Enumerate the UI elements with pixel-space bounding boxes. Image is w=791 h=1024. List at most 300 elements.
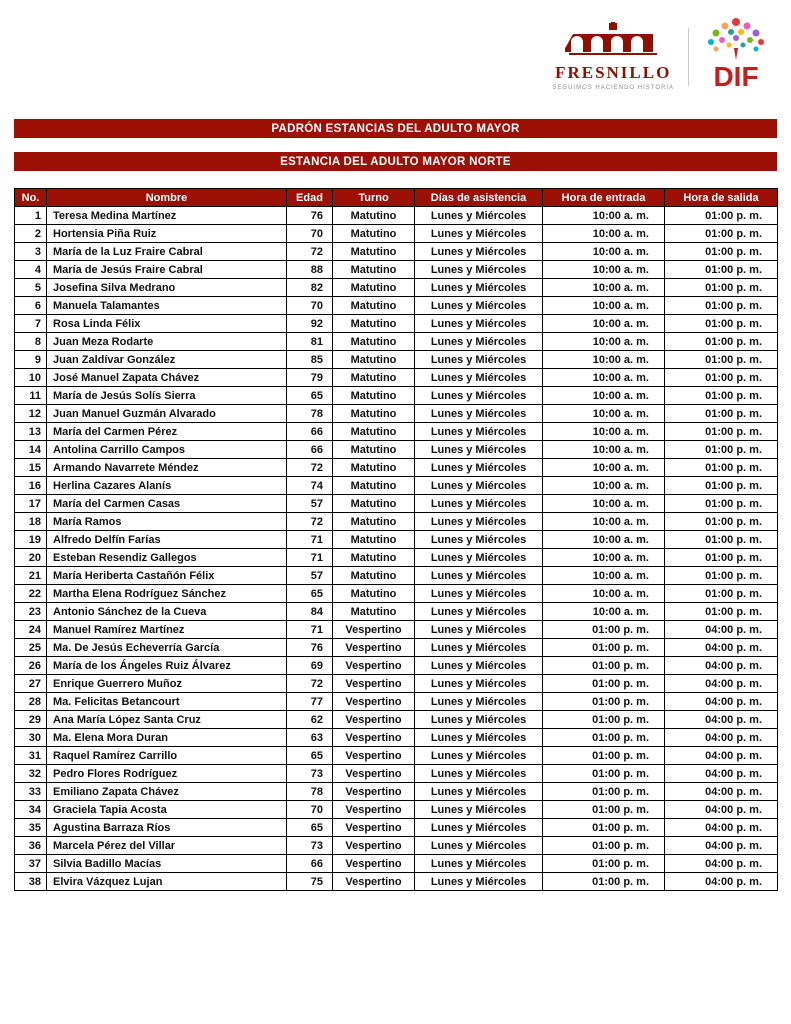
cell-salida: 04:00 p. m. [665, 639, 778, 657]
cell-entrada: 10:00 a. m. [543, 207, 665, 225]
cell-entrada: 01:00 p. m. [543, 819, 665, 837]
cell-turno: Vespertino [333, 837, 415, 855]
cell-nombre: María de la Luz Fraire Cabral [47, 243, 287, 261]
cell-entrada: 01:00 p. m. [543, 621, 665, 639]
table-row [15, 495, 778, 513]
cell-dias: Lunes y Miércoles [415, 729, 543, 747]
cell-edad: 77 [287, 693, 333, 711]
cell-dias: Lunes y Miércoles [415, 837, 543, 855]
cell-salida: 01:00 p. m. [665, 477, 778, 495]
cell-edad: 72 [287, 243, 333, 261]
fresnillo-emblem-icon [565, 22, 661, 61]
cell-turno: Matutino [333, 333, 415, 351]
cell-no: 6 [15, 297, 47, 315]
cell-no: 9 [15, 351, 47, 369]
cell-salida: 04:00 p. m. [665, 765, 778, 783]
cell-turno: Vespertino [333, 729, 415, 747]
cell-salida: 04:00 p. m. [665, 747, 778, 765]
cell-nombre: Pedro Flores Rodríguez [47, 765, 287, 783]
table-row [15, 639, 778, 657]
cell-salida: 01:00 p. m. [665, 243, 778, 261]
table-header-row [15, 189, 778, 207]
cell-turno: Matutino [333, 351, 415, 369]
cell-entrada: 01:00 p. m. [543, 675, 665, 693]
cell-nombre: Enrique Guerrero Muñoz [47, 675, 287, 693]
cell-dias: Lunes y Miércoles [415, 783, 543, 801]
table-row [15, 585, 778, 603]
cell-edad: 70 [287, 225, 333, 243]
cell-dias: Lunes y Miércoles [415, 747, 543, 765]
table-body [15, 207, 778, 891]
table-row [15, 657, 778, 675]
table-row [15, 297, 778, 315]
cell-edad: 57 [287, 495, 333, 513]
cell-entrada: 10:00 a. m. [543, 477, 665, 495]
cell-salida: 01:00 p. m. [665, 315, 778, 333]
cell-dias: Lunes y Miércoles [415, 441, 543, 459]
cell-edad: 78 [287, 783, 333, 801]
table-row [15, 567, 778, 585]
cell-nombre: Agustina Barraza Ríos [47, 819, 287, 837]
cell-no: 29 [15, 711, 47, 729]
cell-edad: 65 [287, 747, 333, 765]
cell-turno: Matutino [333, 495, 415, 513]
cell-entrada: 01:00 p. m. [543, 639, 665, 657]
cell-salida: 04:00 p. m. [665, 675, 778, 693]
cell-nombre: Josefina Silva Medrano [47, 279, 287, 297]
cell-no: 7 [15, 315, 47, 333]
cell-dias: Lunes y Miércoles [415, 279, 543, 297]
cell-nombre: María Ramos [47, 513, 287, 531]
cell-nombre: Ana María López Santa Cruz [47, 711, 287, 729]
cell-turno: Matutino [333, 513, 415, 531]
cell-dias: Lunes y Miércoles [415, 495, 543, 513]
logo-divider [688, 28, 689, 86]
cell-entrada: 10:00 a. m. [543, 495, 665, 513]
cell-entrada: 10:00 a. m. [543, 315, 665, 333]
cell-no: 24 [15, 621, 47, 639]
cell-edad: 73 [287, 765, 333, 783]
cell-salida: 01:00 p. m. [665, 549, 778, 567]
cell-salida: 01:00 p. m. [665, 279, 778, 297]
cell-nombre: María del Carmen Casas [47, 495, 287, 513]
cell-no: 11 [15, 387, 47, 405]
cell-edad: 81 [287, 333, 333, 351]
svg-text:DIF: DIF [713, 61, 759, 92]
cell-turno: Vespertino [333, 639, 415, 657]
cell-salida: 04:00 p. m. [665, 855, 778, 873]
dif-tree-icon [703, 14, 769, 99]
cell-salida: 01:00 p. m. [665, 225, 778, 243]
cell-nombre: Marcela Pérez del Villar [47, 837, 287, 855]
cell-dias: Lunes y Miércoles [415, 351, 543, 369]
cell-dias: Lunes y Miércoles [415, 693, 543, 711]
cell-salida: 01:00 p. m. [665, 207, 778, 225]
cell-entrada: 01:00 p. m. [543, 711, 665, 729]
cell-nombre: Juan Manuel Guzmán Alvarado [47, 405, 287, 423]
cell-nombre: Antolina Carrillo Campos [47, 441, 287, 459]
cell-entrada: 10:00 a. m. [543, 369, 665, 387]
cell-turno: Vespertino [333, 801, 415, 819]
table-row [15, 441, 778, 459]
cell-edad: 65 [287, 819, 333, 837]
cell-entrada: 10:00 a. m. [543, 405, 665, 423]
cell-nombre: Elvira Vázquez Lujan [47, 873, 287, 891]
table-row [15, 783, 778, 801]
cell-entrada: 10:00 a. m. [543, 585, 665, 603]
cell-dias: Lunes y Miércoles [415, 801, 543, 819]
cell-no: 16 [15, 477, 47, 495]
table-row [15, 873, 778, 891]
cell-entrada: 10:00 a. m. [543, 279, 665, 297]
cell-edad: 75 [287, 873, 333, 891]
cell-salida: 04:00 p. m. [665, 711, 778, 729]
cell-dias: Lunes y Miércoles [415, 711, 543, 729]
cell-nombre: María Heriberta Castañón Félix [47, 567, 287, 585]
table-row [15, 675, 778, 693]
cell-dias: Lunes y Miércoles [415, 207, 543, 225]
table-row [15, 387, 778, 405]
cell-no: 26 [15, 657, 47, 675]
table-row [15, 549, 778, 567]
cell-edad: 76 [287, 639, 333, 657]
cell-no: 15 [15, 459, 47, 477]
cell-entrada: 10:00 a. m. [543, 459, 665, 477]
cell-edad: 71 [287, 549, 333, 567]
dif-logo [703, 14, 769, 99]
cell-dias: Lunes y Miércoles [415, 315, 543, 333]
cell-entrada: 10:00 a. m. [543, 513, 665, 531]
cell-turno: Vespertino [333, 783, 415, 801]
cell-turno: Vespertino [333, 873, 415, 891]
cell-nombre: Silvia Badillo Macías [47, 855, 287, 873]
cell-entrada: 01:00 p. m. [543, 657, 665, 675]
cell-turno: Vespertino [333, 747, 415, 765]
cell-edad: 66 [287, 423, 333, 441]
table-row [15, 207, 778, 225]
cell-nombre: Ma. Felicitas Betancourt [47, 693, 287, 711]
table-row [15, 405, 778, 423]
table-row [15, 243, 778, 261]
table-row [15, 351, 778, 369]
cell-edad: 74 [287, 477, 333, 495]
cell-salida: 01:00 p. m. [665, 297, 778, 315]
table-row [15, 747, 778, 765]
header-no: No. [15, 189, 47, 207]
cell-edad: 72 [287, 513, 333, 531]
cell-dias: Lunes y Miércoles [415, 513, 543, 531]
cell-edad: 71 [287, 621, 333, 639]
cell-no: 22 [15, 585, 47, 603]
cell-no: 13 [15, 423, 47, 441]
header-logos [552, 14, 769, 99]
table-row [15, 531, 778, 549]
table-row [15, 837, 778, 855]
cell-salida: 01:00 p. m. [665, 333, 778, 351]
cell-turno: Matutino [333, 459, 415, 477]
cell-salida: 04:00 p. m. [665, 873, 778, 891]
cell-salida: 04:00 p. m. [665, 801, 778, 819]
cell-dias: Lunes y Miércoles [415, 855, 543, 873]
fresnillo-wordmark: FRESNILLO [555, 63, 672, 82]
cell-entrada: 10:00 a. m. [543, 567, 665, 585]
cell-turno: Matutino [333, 477, 415, 495]
cell-no: 12 [15, 405, 47, 423]
table-row [15, 261, 778, 279]
cell-salida: 01:00 p. m. [665, 423, 778, 441]
cell-no: 17 [15, 495, 47, 513]
cell-no: 21 [15, 567, 47, 585]
cell-turno: Vespertino [333, 621, 415, 639]
cell-dias: Lunes y Miércoles [415, 531, 543, 549]
table-row [15, 513, 778, 531]
table-row [15, 369, 778, 387]
cell-no: 3 [15, 243, 47, 261]
cell-edad: 76 [287, 207, 333, 225]
cell-nombre: Graciela Tapia Acosta [47, 801, 287, 819]
cell-salida: 01:00 p. m. [665, 513, 778, 531]
table-row [15, 477, 778, 495]
fresnillo-tagline: SEGUIMOS HACIENDO HISTORIA [552, 85, 674, 91]
cell-no: 18 [15, 513, 47, 531]
cell-entrada: 10:00 a. m. [543, 531, 665, 549]
banner-padron-title: PADRÓN ESTANCIAS DEL ADULTO MAYOR [14, 119, 777, 138]
cell-dias: Lunes y Miércoles [415, 603, 543, 621]
header-salida: Hora de salida [665, 189, 778, 207]
table-header [15, 189, 778, 207]
cell-entrada: 01:00 p. m. [543, 855, 665, 873]
cell-entrada: 01:00 p. m. [543, 765, 665, 783]
cell-no: 2 [15, 225, 47, 243]
cell-salida: 01:00 p. m. [665, 369, 778, 387]
cell-no: 27 [15, 675, 47, 693]
cell-edad: 73 [287, 837, 333, 855]
cell-no: 30 [15, 729, 47, 747]
cell-edad: 70 [287, 297, 333, 315]
cell-dias: Lunes y Miércoles [415, 405, 543, 423]
table-row [15, 621, 778, 639]
cell-nombre: María del Carmen Pérez [47, 423, 287, 441]
cell-dias: Lunes y Miércoles [415, 873, 543, 891]
cell-turno: Matutino [333, 279, 415, 297]
cell-edad: 72 [287, 459, 333, 477]
cell-dias: Lunes y Miércoles [415, 585, 543, 603]
cell-entrada: 10:00 a. m. [543, 549, 665, 567]
header-dias: Días de asistencia [415, 189, 543, 207]
cell-nombre: Juan Zaldívar González [47, 351, 287, 369]
cell-dias: Lunes y Miércoles [415, 459, 543, 477]
cell-entrada: 01:00 p. m. [543, 783, 665, 801]
cell-nombre: Rosa Linda Félix [47, 315, 287, 333]
table-row [15, 801, 778, 819]
cell-edad: 84 [287, 603, 333, 621]
cell-salida: 04:00 p. m. [665, 837, 778, 855]
cell-salida: 01:00 p. m. [665, 603, 778, 621]
cell-dias: Lunes y Miércoles [415, 477, 543, 495]
cell-nombre: Antonio Sánchez de la Cueva [47, 603, 287, 621]
cell-dias: Lunes y Miércoles [415, 369, 543, 387]
cell-entrada: 01:00 p. m. [543, 729, 665, 747]
cell-edad: 66 [287, 855, 333, 873]
cell-turno: Matutino [333, 297, 415, 315]
cell-turno: Matutino [333, 567, 415, 585]
cell-no: 8 [15, 333, 47, 351]
cell-edad: 65 [287, 585, 333, 603]
cell-no: 35 [15, 819, 47, 837]
cell-turno: Matutino [333, 531, 415, 549]
cell-dias: Lunes y Miércoles [415, 675, 543, 693]
cell-dias: Lunes y Miércoles [415, 387, 543, 405]
cell-turno: Matutino [333, 207, 415, 225]
cell-dias: Lunes y Miércoles [415, 657, 543, 675]
cell-dias: Lunes y Miércoles [415, 333, 543, 351]
cell-entrada: 01:00 p. m. [543, 747, 665, 765]
cell-no: 4 [15, 261, 47, 279]
cell-dias: Lunes y Miércoles [415, 819, 543, 837]
cell-turno: Matutino [333, 423, 415, 441]
cell-salida: 01:00 p. m. [665, 585, 778, 603]
header-turno: Turno [333, 189, 415, 207]
cell-turno: Matutino [333, 441, 415, 459]
cell-no: 34 [15, 801, 47, 819]
cell-dias: Lunes y Miércoles [415, 225, 543, 243]
cell-edad: 92 [287, 315, 333, 333]
banner-estancia-subtitle: ESTANCIA DEL ADULTO MAYOR NORTE [14, 152, 777, 171]
table-row [15, 333, 778, 351]
cell-salida: 01:00 p. m. [665, 387, 778, 405]
cell-nombre: Herlina Cazares Alanís [47, 477, 287, 495]
cell-dias: Lunes y Miércoles [415, 549, 543, 567]
cell-entrada: 10:00 a. m. [543, 243, 665, 261]
cell-nombre: Manuela Talamantes [47, 297, 287, 315]
cell-turno: Vespertino [333, 765, 415, 783]
cell-no: 36 [15, 837, 47, 855]
cell-turno: Vespertino [333, 693, 415, 711]
cell-salida: 01:00 p. m. [665, 495, 778, 513]
table-row [15, 819, 778, 837]
cell-edad: 65 [287, 387, 333, 405]
cell-salida: 04:00 p. m. [665, 657, 778, 675]
cell-edad: 79 [287, 369, 333, 387]
cell-entrada: 10:00 a. m. [543, 351, 665, 369]
cell-turno: Matutino [333, 549, 415, 567]
cell-no: 1 [15, 207, 47, 225]
cell-no: 31 [15, 747, 47, 765]
cell-salida: 04:00 p. m. [665, 729, 778, 747]
cell-entrada: 10:00 a. m. [543, 441, 665, 459]
cell-nombre: María de los Ángeles Ruiz Álvarez [47, 657, 287, 675]
cell-edad: 63 [287, 729, 333, 747]
cell-turno: Matutino [333, 243, 415, 261]
cell-edad: 88 [287, 261, 333, 279]
cell-edad: 66 [287, 441, 333, 459]
cell-nombre: Alfredo Delfín Farías [47, 531, 287, 549]
cell-turno: Vespertino [333, 657, 415, 675]
cell-entrada: 10:00 a. m. [543, 297, 665, 315]
cell-turno: Matutino [333, 585, 415, 603]
cell-nombre: Armando Navarrete Méndez [47, 459, 287, 477]
cell-entrada: 01:00 p. m. [543, 837, 665, 855]
table-row [15, 315, 778, 333]
cell-dias: Lunes y Miércoles [415, 243, 543, 261]
cell-edad: 82 [287, 279, 333, 297]
table-row [15, 279, 778, 297]
cell-salida: 04:00 p. m. [665, 693, 778, 711]
cell-nombre: Emiliano Zapata Chávez [47, 783, 287, 801]
cell-turno: Matutino [333, 369, 415, 387]
cell-salida: 01:00 p. m. [665, 567, 778, 585]
cell-nombre: Esteban Resendiz Gallegos [47, 549, 287, 567]
cell-edad: 78 [287, 405, 333, 423]
cell-no: 20 [15, 549, 47, 567]
cell-dias: Lunes y Miércoles [415, 423, 543, 441]
cell-nombre: Juan Meza Rodarte [47, 333, 287, 351]
cell-dias: Lunes y Miércoles [415, 639, 543, 657]
cell-turno: Matutino [333, 603, 415, 621]
table-row [15, 693, 778, 711]
cell-turno: Vespertino [333, 675, 415, 693]
table-row [15, 711, 778, 729]
header-entrada: Hora de entrada [543, 189, 665, 207]
cell-dias: Lunes y Miércoles [415, 621, 543, 639]
cell-entrada: 10:00 a. m. [543, 333, 665, 351]
cell-entrada: 01:00 p. m. [543, 693, 665, 711]
cell-no: 28 [15, 693, 47, 711]
cell-turno: Matutino [333, 387, 415, 405]
cell-nombre: Teresa Medina Martínez [47, 207, 287, 225]
cell-nombre: María de Jesús Fraire Cabral [47, 261, 287, 279]
table-row [15, 855, 778, 873]
cell-salida: 01:00 p. m. [665, 441, 778, 459]
table-row [15, 459, 778, 477]
cell-nombre: Raquel Ramírez Carrillo [47, 747, 287, 765]
cell-edad: 62 [287, 711, 333, 729]
cell-nombre: María de Jesús Solís Sierra [47, 387, 287, 405]
table-row [15, 225, 778, 243]
cell-no: 19 [15, 531, 47, 549]
cell-salida: 01:00 p. m. [665, 351, 778, 369]
cell-turno: Matutino [333, 405, 415, 423]
cell-dias: Lunes y Miércoles [415, 765, 543, 783]
cell-entrada: 01:00 p. m. [543, 801, 665, 819]
cell-edad: 71 [287, 531, 333, 549]
cell-entrada: 10:00 a. m. [543, 603, 665, 621]
cell-turno: Matutino [333, 225, 415, 243]
cell-edad: 72 [287, 675, 333, 693]
cell-no: 32 [15, 765, 47, 783]
cell-edad: 69 [287, 657, 333, 675]
cell-no: 23 [15, 603, 47, 621]
cell-salida: 01:00 p. m. [665, 405, 778, 423]
cell-edad: 70 [287, 801, 333, 819]
cell-no: 10 [15, 369, 47, 387]
cell-turno: Vespertino [333, 855, 415, 873]
cell-edad: 57 [287, 567, 333, 585]
cell-entrada: 10:00 a. m. [543, 423, 665, 441]
cell-salida: 01:00 p. m. [665, 531, 778, 549]
cell-turno: Vespertino [333, 711, 415, 729]
cell-dias: Lunes y Miércoles [415, 297, 543, 315]
cell-nombre: José Manuel Zapata Chávez [47, 369, 287, 387]
header-nombre: Nombre [47, 189, 287, 207]
roster-table [14, 188, 778, 891]
cell-salida: 04:00 p. m. [665, 621, 778, 639]
cell-salida: 04:00 p. m. [665, 819, 778, 837]
cell-turno: Vespertino [333, 819, 415, 837]
table-row [15, 765, 778, 783]
cell-no: 33 [15, 783, 47, 801]
cell-no: 25 [15, 639, 47, 657]
